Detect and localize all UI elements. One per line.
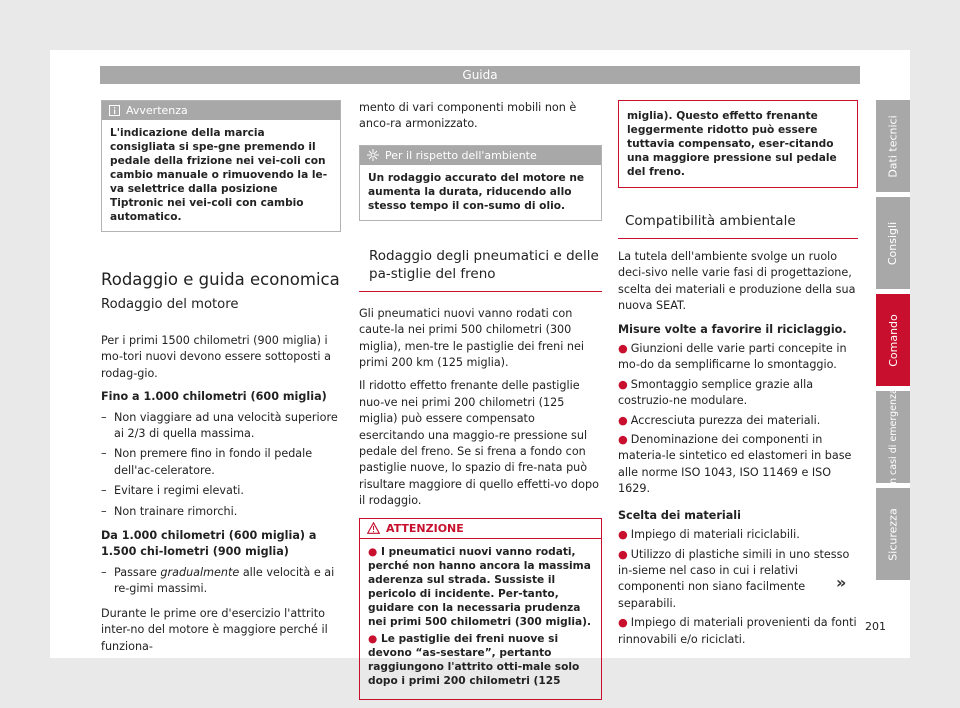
tab-consigli[interactable]: Consigli (876, 197, 910, 289)
environment-box (359, 145, 602, 221)
bullet-icon: ● (618, 377, 628, 391)
column-3 (618, 100, 858, 651)
heading-recycling: Misure volte a favorire il riciclaggio. (618, 322, 847, 336)
column-1 (101, 100, 341, 662)
warning-triangle-icon (367, 522, 380, 534)
engine-intro: Per i primi 1500 chilometri (900 miglia) i mo-tori nuovi devono essere sottoposti a rodag-gio. (101, 334, 331, 380)
continue-marker: » (836, 573, 847, 592)
column-2 (359, 100, 602, 700)
page-number: 201 (865, 620, 886, 633)
heading-materials: Scelta dei materiali (618, 508, 741, 522)
heading-1000-1500km: Da 1.000 chilometri (600 miglia) a 1.500 chi-lometri (900 miglia) (101, 529, 317, 559)
attention-box-title: ATTENZIONE (386, 521, 464, 535)
section-title-driving: Rodaggio e guida economica (101, 270, 340, 289)
list-item: – Evitare i regimi elevati. (101, 483, 341, 499)
warning-box-text: L'indicazione della marcia consigliata si spe-gne premendo il pedale della frizione nei vei-coli con cambio manuale o rimuovendo la le-va selettrice dalla posizione Tiptronic nei vei-coli con cambio automatico. (110, 127, 328, 223)
bullet-icon: ● (368, 545, 378, 558)
bullet-icon: ● (618, 528, 628, 542)
leaf-icon (367, 149, 379, 161)
tab-sicurezza[interactable]: Sicurezza (876, 488, 910, 580)
tyres-para-1: Gli pneumatici nuovi vanno rodati con caute-la nei primi 500 chilometri (300 miglia), men-tre le pastiglie dei freni nei primi 200 km (125 miglia). (359, 306, 584, 370)
list-item: ● Le pastiglie dei freni nuove si devono “as-sestare”, pertanto raggiungono l'attrito otti-male solo dopo i primi 200 chilometri (125 (368, 632, 580, 687)
warning-box (101, 100, 341, 232)
list-item: ● Denominazione dei componenti in materia-le sintetico ed elastomeri in base alle norme ISO 1043, ISO 11469 e ISO 1629. (618, 433, 852, 496)
bullet-icon: ● (618, 413, 628, 427)
section-title-environment: Compatibilità ambientale (618, 212, 858, 239)
tyres-para-2: Il ridotto effetto frenante delle pastiglie nuo-ve nei primi 200 chilometri (125 miglia) può essere compensato esercitando una maggio-re pressione sul pedale del freno. Se si frena a fondo con pastiglie nuove, lo spazio di fre-nata può risultare maggiore di quello effetti-vo dopo il rodaggio. (359, 379, 599, 508)
environment-box-title: Per il rispetto dell'ambiente (385, 148, 537, 162)
page-header-bar: Guida (100, 66, 860, 84)
tab-in-casi-di-emergenza[interactable]: In casi di emergenza (876, 391, 910, 483)
list-item: ● Smontaggio semplice grazie alla costruzio-ne modulare. (618, 377, 814, 408)
list-item: ● Utilizzo di plastiche simili in uno stesso in-sieme nel caso in cui i relativi componenti non siano facilmente separabili. (618, 547, 850, 610)
subsection-title-engine: Rodaggio del motore (101, 297, 239, 312)
tab-comando[interactable]: Comando (876, 294, 910, 386)
engine-closing: Durante le prime ore d'esercizio l'attrito inter-no del motore è maggiore perché il funziona- (101, 606, 328, 653)
bullet-icon: ● (368, 632, 378, 645)
list-item: ● I pneumatici nuovi vanno rodati, perché non hanno ancora la massima aderenza sul strada. Sussiste il pericolo di incidente. Per-tanto, guidare con la necessaria prudenza nei primi 500 chilometri (300 miglia). (368, 545, 592, 628)
info-icon (109, 105, 120, 116)
attention-box (359, 518, 602, 700)
list-item: – Passare gradualmente alle velocità e ai re-gimi massimi. (101, 565, 341, 598)
list-item: ● Giunzioni delle varie parti concepite in mo-do da semplificarne lo smontaggio. (618, 342, 847, 372)
list-item: – Non viaggiare ad una velocità superiore ai 2/3 di quella massima. (101, 410, 341, 443)
environment-intro: La tutela dell'ambiente svolge un ruolo deci-sivo nelle varie fasi di progettazione, scelta dei materiali e produzione della sua nuova SEAT. (618, 250, 856, 313)
environment-box-header (360, 146, 601, 165)
list-item: ● Impiego di materiali riciclabili. (618, 528, 800, 542)
bullet-icon: ● (618, 616, 628, 630)
attention-box-body (360, 539, 601, 699)
warning-box-title: Avvertenza (126, 104, 188, 117)
engine-continuation: mento di vari componenti mobili non è anco-ra armonizzato. (359, 101, 577, 131)
list-item: ● Accresciuta purezza dei materiali. (618, 413, 821, 427)
bullet-icon: ● (618, 342, 628, 356)
tab-dati-tecnici[interactable]: Dati tecnici (876, 100, 910, 192)
attention-box-continuation (618, 100, 858, 188)
bullet-icon: ● (618, 547, 628, 561)
section-title-tyres: Rodaggio degli pneumatici e delle pa-stiglie del freno (359, 247, 602, 292)
list-item: – Non trainare rimorchi. (101, 504, 341, 520)
list-item: – Non premere fino in fondo il pedale dell'ac-celeratore. (101, 446, 341, 479)
heading-first-1000km: Fino a 1.000 chilometri (600 miglia) (101, 390, 327, 404)
warning-box-header (102, 101, 340, 120)
environment-box-text: Un rodaggio accurato del motore ne aumenta la durata, riducendo allo stesso tempo il con-sumo di olio. (368, 171, 585, 212)
list-item: ● Impiego di materiali provenienti da fonti rinnovabili e/o riciclati. (618, 616, 857, 646)
attention-continuation-text: miglia). Questo effetto frenante leggermente ridotto può essere tuttavia compensato, eser-citando una maggiore pressione sul pedale del freno. (627, 110, 837, 178)
attention-box-header (360, 519, 601, 539)
bullet-icon: ● (618, 433, 628, 447)
